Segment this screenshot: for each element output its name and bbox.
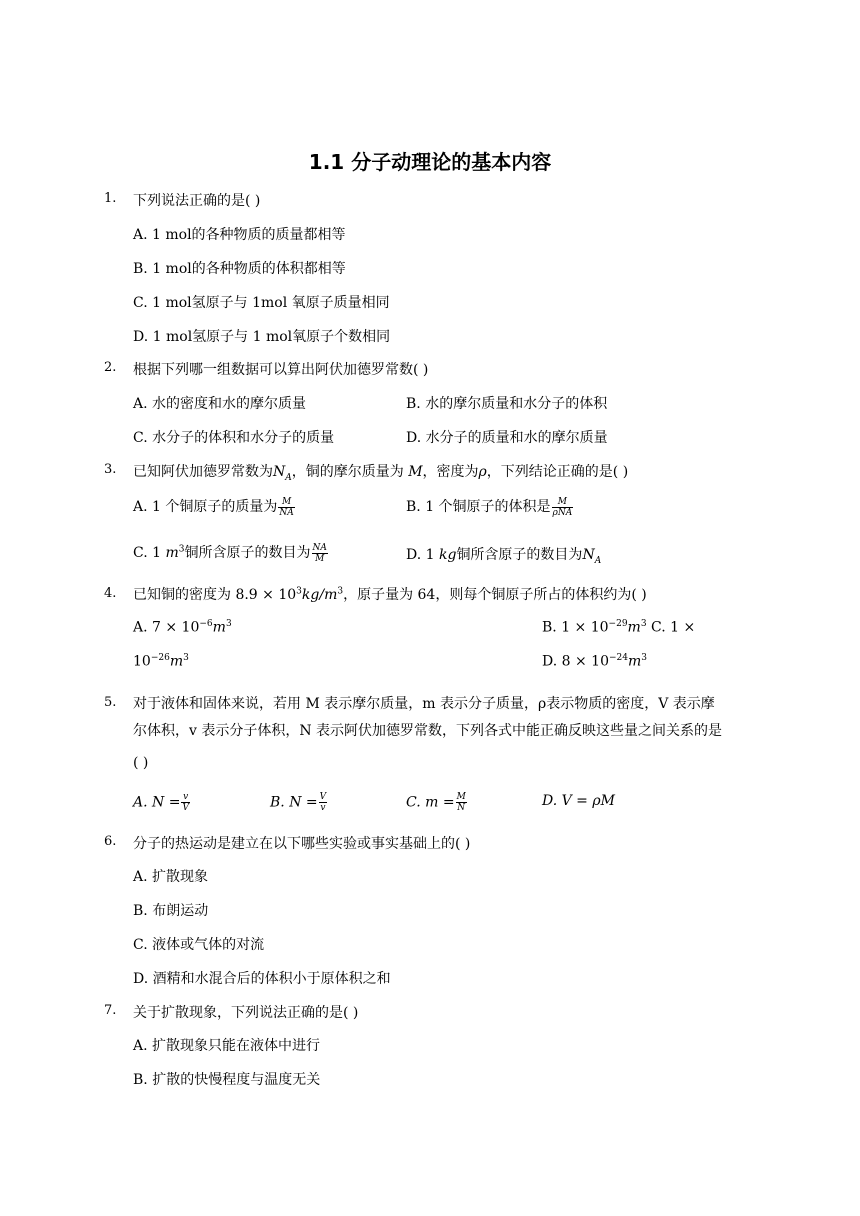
question-number: 7. [104, 1003, 117, 1018]
option-text: 10 [133, 653, 151, 670]
superscript: −6 [199, 619, 213, 629]
option-c [133, 542, 329, 564]
stem-text: ，铜的摩尔质量为 [291, 464, 409, 480]
question-stem-line-3: ( ) [133, 755, 149, 771]
fraction-denominator: NA [279, 507, 294, 518]
option-b: B. 扩散的快慢程度与温度无关 [133, 1072, 321, 1088]
superscript: −24 [608, 653, 628, 663]
superscript: 3 [640, 619, 647, 629]
fraction-denominator: N [457, 803, 466, 813]
unit: m [627, 619, 641, 636]
option-b: B. 1 mol的各种物质的体积都相等 [133, 261, 346, 277]
question-stem: 分子的热运动是建立在以下哪些实验或事实基础上的( ) [133, 836, 471, 852]
option-d [406, 544, 601, 566]
question-number: 4. [104, 586, 117, 601]
fraction-denominator: M [315, 553, 325, 564]
option-b: B. 水的摩尔质量和水分子的体积 [406, 396, 608, 412]
option-c [406, 792, 468, 813]
fraction-numerator: v [183, 792, 189, 802]
option-text: A. 1 个铜原子的质量为 [133, 499, 278, 515]
option-text: C. 1 × [651, 619, 696, 636]
fraction [312, 543, 328, 564]
superscript: 3 [183, 653, 189, 663]
superscript: −26 [150, 653, 170, 663]
option-d: D. 酒精和水混合后的体积小于原体积之和 [133, 971, 391, 987]
unit: m [169, 653, 184, 670]
stem-text: 已知铜的密度为 8.9 × 10 [133, 587, 297, 603]
option-text: B. N = [270, 794, 318, 811]
math-symbol: M [408, 464, 423, 480]
option-b-and-c [542, 619, 695, 636]
option-a: A. 水的密度和水的摩尔质量 [133, 396, 307, 412]
math-symbol: N [582, 547, 595, 563]
unit: m [627, 653, 642, 670]
option-a: A. 扩散现象 [133, 869, 209, 885]
option-text: 铜所含原子的数目为 [456, 547, 583, 563]
unit: kg [438, 547, 457, 563]
option-d: D. 1 mol氢原子与 1 mol氧原子个数相同 [133, 329, 391, 345]
option-text: D. 1 [406, 547, 439, 563]
fraction [278, 497, 294, 518]
option-text: 铜所含原子的数目为 [184, 545, 311, 561]
option-text: B. 1 个铜原子的体积是 [406, 499, 551, 515]
superscript: 3 [337, 586, 344, 597]
question-number: 1. [104, 191, 117, 206]
question-number: 3. [104, 462, 117, 477]
question-stem: 根据下列哪一组数据可以算出阿伏加德罗常数( ) [133, 362, 429, 378]
option-d: D. V = ρM [542, 793, 615, 809]
option-text: C. 1 [133, 545, 166, 561]
fraction-numerator: M [552, 497, 574, 508]
fraction [181, 792, 190, 813]
superscript: 3 [641, 653, 647, 663]
option-d: D. 水分子的质量和水的摩尔质量 [406, 430, 608, 446]
stem-text: ，下列结论正确的是( ) [486, 464, 629, 480]
option-text: D. 8 × 10 [542, 653, 609, 670]
option-c-continued [133, 653, 189, 670]
option-b [406, 496, 574, 518]
unit: m [165, 545, 179, 561]
question-stem: 下列说法正确的是( ) [133, 193, 261, 209]
superscript: 3 [296, 586, 302, 597]
fraction-numerator: NA [312, 542, 327, 553]
fraction [319, 792, 328, 813]
math-symbol: ρ [478, 464, 487, 480]
option-a: A. 扩散现象只能在液体中进行 [133, 1038, 321, 1054]
fraction-numerator: M [278, 497, 294, 508]
option-c: C. 1 mol氢原子与 1mol 氧原子质量相同 [133, 295, 390, 311]
fraction [456, 792, 467, 813]
stem-text: ，密度为 [422, 464, 479, 480]
option-a [133, 792, 191, 813]
stem-text: 已知阿伏加德罗常数为 [133, 464, 273, 480]
question-stem [133, 584, 647, 604]
math-subscript: A [285, 472, 292, 483]
question-stem-line-1: 对于液体和固体来说，若用 M 表示摩尔质量，m 表示分子质量，ρ表示物质的密度，V 表示摩 [133, 696, 715, 712]
question-number: 5. [104, 695, 117, 710]
superscript: −29 [608, 619, 628, 629]
option-a [133, 496, 296, 518]
option-b: B. 布朗运动 [133, 903, 209, 919]
math-subscript: A [594, 555, 602, 566]
stem-text: ，原子量为 64，则每个铜原子所占的体积约为( ) [343, 587, 647, 603]
unit: kg/m [301, 587, 338, 603]
fraction-denominator: ρNA [552, 507, 573, 518]
page-title: 1.1 分子动理论的基本内容 [308, 150, 552, 174]
question-number: 6. [104, 834, 117, 849]
unit: m [212, 619, 226, 636]
question-stem: 关于扩散现象，下列说法正确的是( ) [133, 1005, 359, 1021]
fraction-denominator: V [182, 803, 189, 813]
question-number: 2. [104, 360, 117, 375]
question-stem-line-2: 尔体积，v 表示分子体积，N 表示阿伏加德罗常数，下列各式中能正确反映这些量之间关系的是 [133, 723, 723, 739]
option-d [542, 653, 647, 670]
option-text: A. N = [133, 794, 181, 811]
superscript: 3 [225, 619, 232, 629]
option-c: C. 液体或气体的对流 [133, 937, 265, 953]
fraction-numerator: M [456, 792, 466, 802]
option-text: C. m = [406, 794, 455, 811]
option-a [133, 619, 232, 636]
question-stem [133, 461, 628, 483]
option-text: A. 7 × 10 [133, 619, 200, 636]
fraction-denominator: v [320, 803, 326, 813]
option-c: C. 水分子的体积和水分子的质量 [133, 430, 335, 446]
fraction-numerator: V [319, 792, 327, 802]
option-b [270, 792, 328, 813]
superscript: 3 [178, 544, 185, 555]
math-symbol: N [273, 464, 286, 480]
option-text: B. 1 × 10 [542, 619, 609, 636]
option-a: A. 1 mol的各种物质的质量都相等 [133, 227, 346, 243]
fraction [552, 497, 574, 518]
